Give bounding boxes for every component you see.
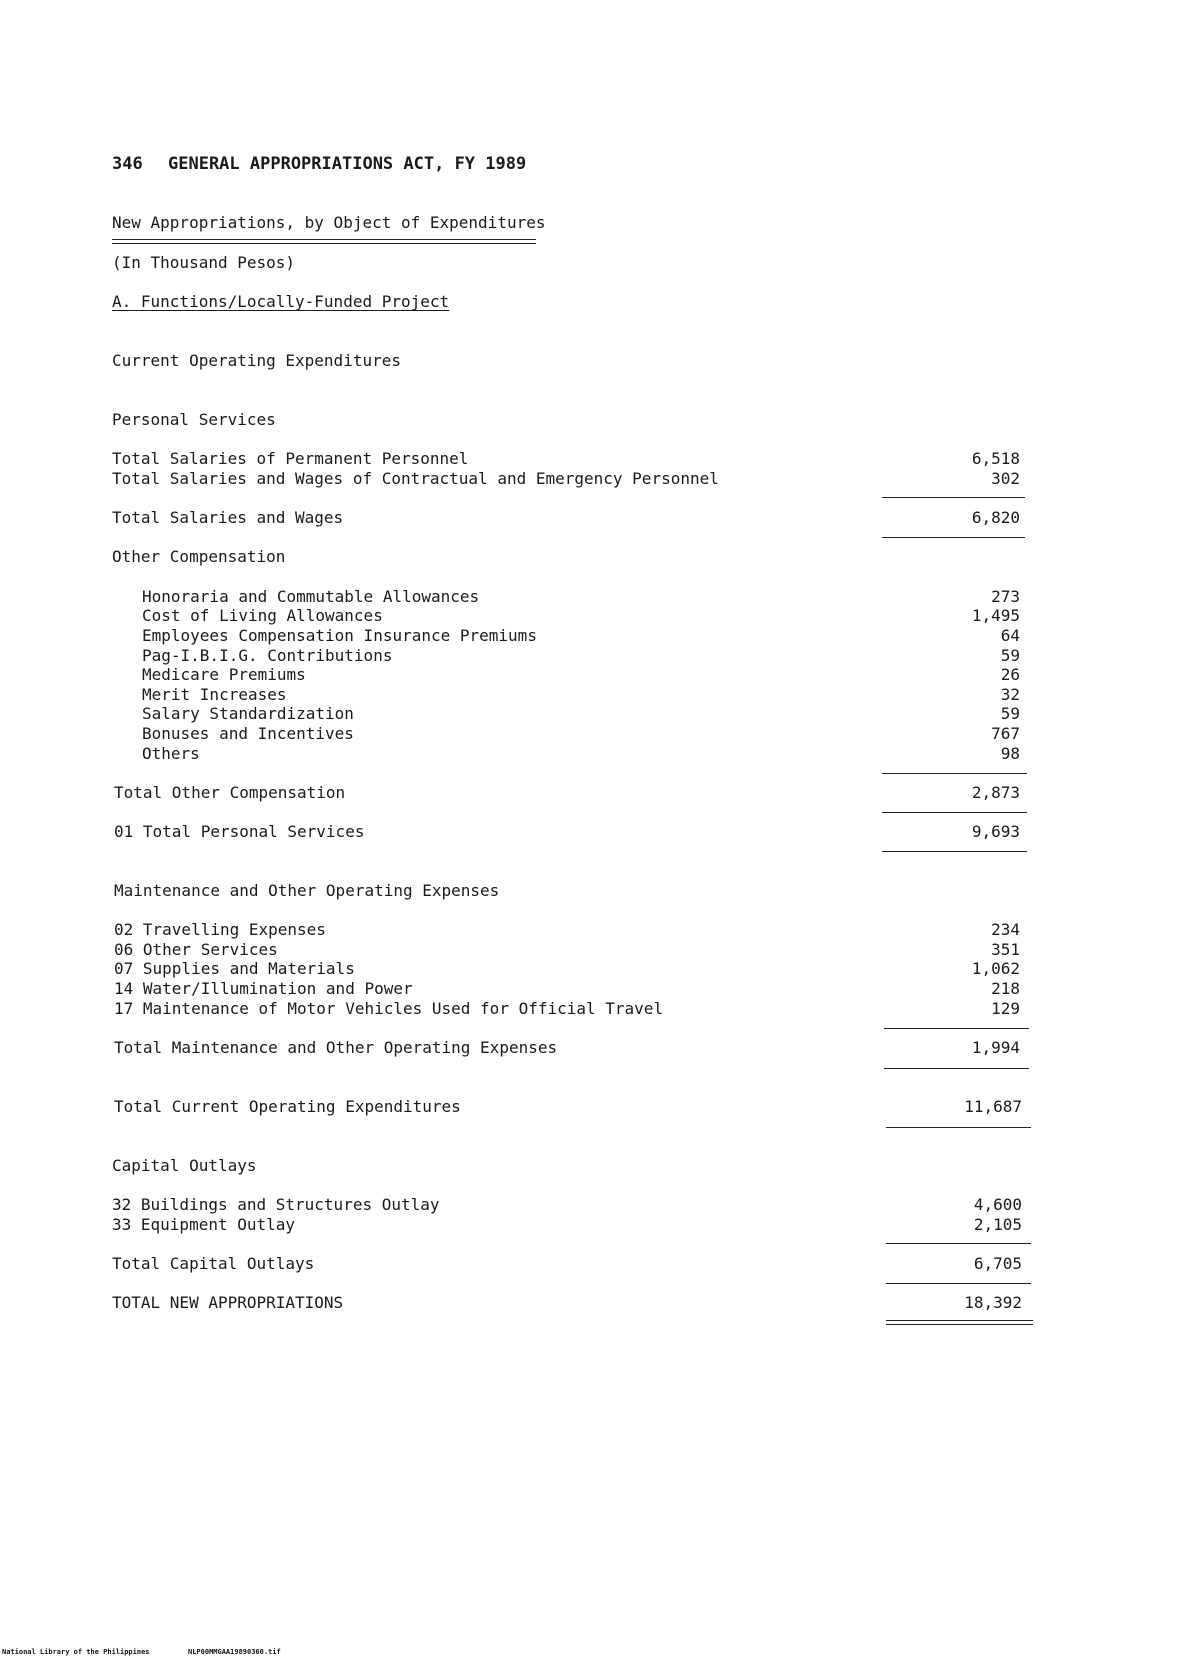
double-rule-top — [886, 1320, 1033, 1321]
line-item-label: 14 Water/Illumination and Power — [114, 979, 413, 998]
page-title: GENERAL APPROPRIATIONS ACT, FY 1989 — [168, 154, 527, 174]
line-item-label: Employees Compensation Insurance Premiums — [142, 626, 537, 645]
line-item-label: Bonuses and Incentives — [142, 724, 354, 743]
total-salaries-label: Total Salaries and Wages — [112, 508, 344, 527]
footer-file: NLP00MMGAA19890360.tif — [188, 1648, 281, 1656]
total-mooe-label: Total Maintenance and Other Operating Expenses — [114, 1038, 558, 1057]
subtotal-rule — [884, 1068, 1029, 1069]
total-salaries-value: 6,820 — [971, 508, 1020, 527]
total-personal-services-label: 01 Total Personal Services — [114, 822, 365, 841]
page-number: 346 — [112, 154, 143, 174]
mooe-heading: Maintenance and Other Operating Expenses — [114, 881, 500, 900]
line-item-value: 4,600 — [973, 1195, 1022, 1214]
total-other-compensation-value: 2,873 — [971, 783, 1020, 802]
total-current-value: 11,687 — [964, 1097, 1022, 1116]
line-item-label: Merit Increases — [142, 685, 287, 704]
subtotal-rule — [882, 497, 1025, 498]
line-item-label: Others — [142, 744, 200, 763]
line-item-value: 98 — [1000, 744, 1020, 763]
total-current-label: Total Current Operating Expenditures — [114, 1097, 461, 1116]
line-item-value: 351 — [991, 940, 1020, 959]
line-item-label: 07 Supplies and Materials — [114, 959, 355, 978]
section-title: New Appropriations, by Object of Expenditures — [112, 213, 546, 232]
line-item-label: Pag-I.B.I.G. Contributions — [142, 646, 393, 665]
line-item-value: 32 — [1000, 685, 1020, 704]
line-item-value: 129 — [991, 999, 1020, 1018]
line-item-label: 33 Equipment Outlay — [112, 1215, 296, 1234]
capital-heading: Capital Outlays — [112, 1156, 257, 1175]
line-item-label: Honoraria and Commutable Allowances — [142, 587, 480, 606]
line-item-value: 59 — [1000, 704, 1020, 723]
line-item-label: Medicare Premiums — [142, 665, 306, 684]
section-title-rule — [112, 239, 536, 240]
footer-library: National Library of the Philippines — [2, 1648, 150, 1656]
unit-note: (In Thousand Pesos) — [112, 253, 296, 272]
total-capital-label: Total Capital Outlays — [112, 1254, 315, 1273]
total-mooe-value: 1,994 — [971, 1038, 1020, 1057]
line-item-value: 767 — [991, 724, 1020, 743]
line-item-label: 06 Other Services — [114, 940, 278, 959]
total-capital-value: 6,705 — [973, 1254, 1022, 1273]
subtotal-rule — [882, 851, 1027, 852]
total-personal-services-value: 9,693 — [971, 822, 1020, 841]
line-item-label: Total Salaries of Permanent Personnel — [112, 449, 469, 468]
subtotal-rule — [882, 537, 1025, 538]
current-operating-heading: Current Operating Expenditures — [112, 351, 401, 370]
line-item-value: 2,105 — [973, 1215, 1022, 1234]
grand-total-label: TOTAL NEW APPROPRIATIONS — [112, 1293, 344, 1312]
subtotal-rule — [886, 1127, 1031, 1128]
line-item-label: 32 Buildings and Structures Outlay — [112, 1195, 440, 1214]
other-compensation-heading: Other Compensation — [112, 547, 286, 566]
line-item-label: 02 Travelling Expenses — [114, 920, 326, 939]
total-other-compensation-label: Total Other Compensation — [114, 783, 346, 802]
subtotal-rule — [884, 1028, 1029, 1029]
line-item-value: 1,062 — [971, 959, 1020, 978]
line-item-value: 234 — [991, 920, 1020, 939]
subtotal-rule — [882, 812, 1027, 813]
line-item-value: 6,518 — [971, 449, 1020, 468]
double-rule-bottom — [886, 1324, 1033, 1325]
line-item-value: 59 — [1000, 646, 1020, 665]
subsection-title: A. Functions/Locally-Funded Project — [112, 292, 450, 311]
line-item-value: 218 — [991, 979, 1020, 998]
section-title-rule-2 — [112, 243, 536, 244]
line-item-label: Total Salaries and Wages of Contractual and Emergency Personnel — [112, 469, 719, 488]
line-item-label: Cost of Living Allowances — [142, 606, 383, 625]
grand-total-value: 18,392 — [964, 1293, 1022, 1312]
subtotal-rule — [882, 773, 1027, 774]
line-item-value: 302 — [991, 469, 1020, 488]
subtotal-rule — [886, 1243, 1031, 1244]
line-item-value: 273 — [991, 587, 1020, 606]
line-item-value: 1,495 — [971, 606, 1020, 625]
subtotal-rule — [886, 1283, 1031, 1284]
line-item-label: 17 Maintenance of Motor Vehicles Used for Official Travel — [114, 999, 664, 1018]
line-item-value: 26 — [1000, 665, 1020, 684]
line-item-label: Salary Standardization — [142, 704, 354, 723]
personal-services-heading: Personal Services — [112, 410, 276, 429]
line-item-value: 64 — [1000, 626, 1020, 645]
